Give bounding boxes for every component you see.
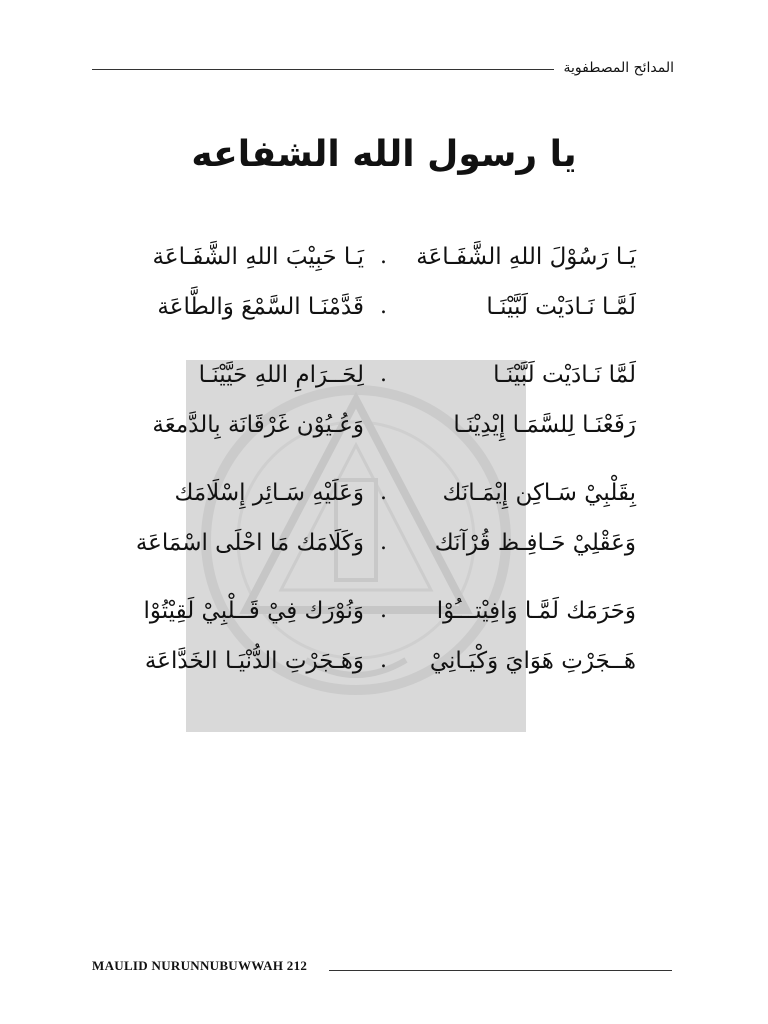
hemistich-separator: . (380, 598, 387, 623)
poem-title: يا رسول الله الشفاعه (191, 134, 577, 175)
first-hemistich: وَعَقْلِيْ حَـافِـظ قُرْآنَك (434, 530, 636, 556)
poem-line (120, 592, 640, 642)
first-hemistich: بِقَلْبِيْ سَـاكِن إِيْمَـانَك (442, 480, 636, 506)
second-hemistich: وَهَـجَرْتِ الدُّنْيَـا الخَدَّاعَة (144, 648, 364, 674)
second-hemistich: يَـا حَبِيْبَ اللهِ الشَّفَـاعَة (152, 244, 364, 270)
poem-line (120, 356, 640, 406)
hemistich-separator: . (380, 530, 387, 555)
second-hemistich: وَنُوْرَك فِيْ قَــلْبِيْ لَقِيْتُوْا (143, 598, 364, 624)
hemistich-separator: . (380, 362, 387, 387)
second-hemistich: لِحَــرَامِ اللهِ حَيَّيْنَـا (198, 362, 364, 388)
poem-line (120, 238, 640, 288)
hemistich-separator: . (380, 648, 387, 673)
first-hemistich: وَحَرَمَك لَمَّـا وَافِيْتـــُوْا (436, 598, 636, 624)
hemistich-separator: . (380, 480, 387, 505)
second-hemistich: وَكَلَامَك مَا احْلَى اسْمَاعَة (135, 530, 364, 556)
second-hemistich: وَعُـيُوْن غَرْقَانَة بِالدَّمعَة (152, 412, 364, 438)
hemistich-separator: . (380, 294, 387, 319)
hemistich-separator: . (380, 244, 387, 269)
footer-book-label: MAULID NURUNNUBUWWAH 212 (92, 958, 308, 973)
page-header (92, 52, 674, 76)
stanza-gap (120, 456, 640, 474)
header-book-title: المدائح المصطفوية (563, 60, 674, 76)
second-hemistich: وَعَلَيْهِ سَـائِر إِسْلَامَك (174, 480, 364, 506)
poem-line (120, 524, 640, 574)
second-hemistich: قَدَّمْنَـا السَّمْعَ وَالطَّاعَة (157, 294, 364, 320)
stanza-gap (120, 574, 640, 592)
first-hemistich: هَــجَرْتِ هَوَايَ وَكْيَـانِيْ (429, 648, 636, 674)
poem-body (120, 238, 640, 692)
poem-line (120, 406, 640, 456)
stanza-gap (120, 338, 640, 356)
header-rule (92, 69, 554, 70)
page-footer (92, 954, 672, 974)
poem-line (120, 288, 640, 338)
first-hemistich: لَمَّـا نَـادَيْت لَبَّيْنَـا (486, 294, 636, 320)
first-hemistich: رَفَعْنَـا لِلسَّمَـا إِيْدِيْنَـا (453, 412, 636, 438)
first-hemistich: لَمَّا نَـادَيْت لَبَّيْنَـا (493, 362, 636, 388)
poem-line (120, 642, 640, 692)
footer-rule (329, 970, 672, 971)
first-hemistich: يَـا رَسُوْلَ اللهِ الشَّفَـاعَة (416, 244, 636, 270)
poem-line (120, 474, 640, 524)
